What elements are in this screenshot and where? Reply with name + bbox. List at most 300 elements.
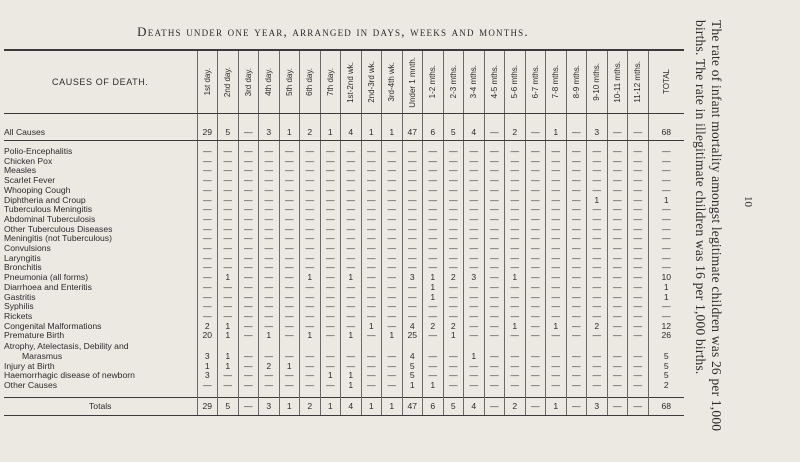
count-cell: —	[402, 176, 423, 186]
count-cell: —	[525, 312, 546, 322]
count-cell: —	[382, 215, 403, 225]
count-cell: —	[402, 205, 423, 215]
cause-label: Whooping Cough	[4, 185, 71, 195]
count-cell: —	[505, 283, 526, 293]
count-cell: —	[341, 205, 362, 215]
count-cell: —	[566, 225, 587, 235]
count-cell: —	[628, 125, 649, 141]
count-cell: —	[361, 362, 382, 372]
count-cell: —	[566, 147, 587, 157]
count-cell: —	[320, 147, 341, 157]
count-cell: 2	[443, 322, 464, 332]
count-cell: —	[484, 186, 505, 196]
count-cell: —	[484, 234, 505, 244]
count-cell: 1	[382, 125, 403, 141]
column-header-label: 1-2 mths.	[428, 65, 438, 99]
count-cell: —	[525, 176, 546, 186]
count-cell: —	[546, 283, 567, 293]
count-cell: —	[484, 166, 505, 176]
count-cell: —	[464, 157, 485, 167]
count-cell: 4	[464, 125, 485, 141]
column-header	[279, 50, 300, 114]
count-cell: —	[382, 234, 403, 244]
count-cell: —	[279, 244, 300, 254]
count-cell: 2	[259, 362, 280, 372]
column-header	[320, 50, 341, 114]
column-header-label: 3rd-4th wk.	[387, 62, 397, 102]
count-cell: 1	[320, 125, 341, 141]
count-cell: —	[300, 215, 321, 225]
count-cell: —	[361, 157, 382, 167]
column-header	[587, 50, 608, 114]
table-row	[4, 176, 684, 186]
count-cell: —	[197, 263, 218, 273]
table-row	[4, 244, 684, 254]
count-cell: —	[525, 283, 546, 293]
count-cell: —	[628, 302, 649, 312]
header-row	[4, 50, 684, 114]
count-cell: —	[197, 157, 218, 167]
count-cell: 25	[402, 331, 423, 341]
cause-label: Tuberculous Meningitis	[4, 205, 93, 215]
count-cell: —	[238, 312, 259, 322]
table-row	[4, 166, 684, 176]
column-header	[259, 50, 280, 114]
count-cell: 3	[259, 397, 280, 415]
count-cell: —	[382, 166, 403, 176]
count-cell: —	[300, 225, 321, 235]
count-cell: —	[361, 196, 382, 206]
count-cell: —	[361, 205, 382, 215]
count-cell: —	[382, 157, 403, 167]
count-cell	[402, 341, 423, 352]
count-cell: —	[443, 234, 464, 244]
count-cell: —	[484, 397, 505, 415]
count-cell: —	[341, 362, 362, 372]
count-cell: 1	[546, 125, 567, 141]
count-cell: —	[382, 147, 403, 157]
count-cell: —	[525, 166, 546, 176]
count-cell: —	[402, 215, 423, 225]
count-cell: —	[546, 362, 567, 372]
count-cell: —	[361, 215, 382, 225]
count-cell: —	[300, 312, 321, 322]
count-cell: —	[341, 225, 362, 235]
count-cell: —	[218, 312, 239, 322]
count-cell: —	[197, 176, 218, 186]
count-cell: —	[628, 397, 649, 415]
count-cell: —	[628, 322, 649, 332]
count-cell: —	[218, 157, 239, 167]
count-cell: —	[607, 293, 628, 303]
count-cell	[259, 341, 280, 352]
count-cell: —	[566, 371, 587, 381]
count-cell: —	[443, 293, 464, 303]
table-row	[4, 186, 684, 196]
table-row	[4, 341, 684, 352]
count-cell: —	[320, 352, 341, 362]
count-cell: —	[279, 157, 300, 167]
count-cell: —	[259, 215, 280, 225]
count-cell: 1	[546, 397, 567, 415]
count-cell: —	[279, 215, 300, 225]
table-row	[4, 312, 684, 322]
count-cell	[320, 341, 341, 352]
count-cell: —	[546, 293, 567, 303]
count-cell: —	[218, 166, 239, 176]
count-cell: —	[300, 157, 321, 167]
count-cell: —	[279, 254, 300, 264]
cause-label: Convulsions	[4, 244, 51, 254]
count-cell: —	[218, 234, 239, 244]
count-cell: —	[423, 371, 444, 381]
count-cell: —	[443, 205, 464, 215]
count-cell: —	[341, 263, 362, 273]
count-cell: —	[525, 352, 546, 362]
column-header	[361, 50, 382, 114]
count-cell: —	[279, 166, 300, 176]
count-cell: —	[197, 166, 218, 176]
column-header	[607, 50, 628, 114]
count-cell: —	[546, 263, 567, 273]
count-cell: —	[361, 302, 382, 312]
count-cell: —	[238, 352, 259, 362]
count-cell: —	[464, 254, 485, 264]
count-cell: —	[525, 157, 546, 167]
count-cell: —	[423, 312, 444, 322]
count-cell: —	[279, 225, 300, 235]
count-cell: —	[423, 244, 444, 254]
count-cell: —	[259, 205, 280, 215]
table-row	[4, 215, 684, 225]
count-cell: —	[525, 196, 546, 206]
count-cell: —	[382, 293, 403, 303]
count-cell: 1	[341, 381, 362, 391]
count-cell: —	[484, 302, 505, 312]
count-cell	[566, 114, 587, 126]
count-cell: —	[402, 263, 423, 273]
count-cell: —	[361, 166, 382, 176]
count-cell: 2	[587, 322, 608, 332]
count-cell: —	[587, 215, 608, 225]
count-cell: —	[464, 166, 485, 176]
count-cell: —	[197, 225, 218, 235]
count-cell: —	[484, 196, 505, 206]
count-cell: —	[382, 312, 403, 322]
count-cell: —	[382, 176, 403, 186]
cause-label: Premature Birth	[4, 331, 65, 341]
count-cell: —	[587, 331, 608, 341]
count-cell: —	[259, 312, 280, 322]
column-header-label: 5th day.	[284, 68, 294, 96]
count-cell: —	[341, 234, 362, 244]
count-cell: —	[505, 215, 526, 225]
count-cell: 1	[423, 293, 444, 303]
count-cell: —	[505, 302, 526, 312]
count-cell: —	[279, 371, 300, 381]
count-cell: —	[279, 147, 300, 157]
column-header-label: 9-10 mths.	[592, 63, 602, 101]
count-cell	[341, 114, 362, 126]
count-cell: —	[238, 196, 259, 206]
count-cell: —	[587, 293, 608, 303]
count-cell: —	[648, 225, 684, 235]
count-cell: —	[464, 196, 485, 206]
count-cell: —	[341, 322, 362, 332]
cause-label: Gastritis	[4, 292, 36, 302]
count-cell: —	[218, 186, 239, 196]
count-cell: —	[341, 283, 362, 293]
count-cell: —	[464, 263, 485, 273]
count-cell: —	[259, 147, 280, 157]
count-cell	[300, 114, 321, 126]
count-cell: 1	[197, 362, 218, 372]
count-cell: —	[341, 176, 362, 186]
column-header-label: 7th day.	[325, 68, 335, 96]
count-cell: —	[546, 381, 567, 391]
count-cell: —	[484, 371, 505, 381]
count-cell: —	[443, 263, 464, 273]
count-cell: —	[628, 186, 649, 196]
count-cell: —	[238, 234, 259, 244]
count-cell: —	[648, 234, 684, 244]
count-cell: —	[525, 293, 546, 303]
count-cell: —	[423, 196, 444, 206]
count-cell: —	[628, 263, 649, 273]
count-cell: —	[238, 397, 259, 415]
count-cell: 29	[197, 125, 218, 141]
count-cell	[300, 341, 321, 352]
count-cell: —	[607, 352, 628, 362]
count-cell: —	[259, 254, 280, 264]
count-cell: —	[361, 293, 382, 303]
count-cell: —	[525, 362, 546, 372]
count-cell: —	[607, 302, 628, 312]
count-cell: —	[607, 215, 628, 225]
count-cell: —	[361, 254, 382, 264]
count-cell: 68	[648, 125, 684, 141]
count-cell: —	[628, 371, 649, 381]
column-header	[238, 50, 259, 114]
count-cell: 5	[218, 397, 239, 415]
count-cell: —	[300, 283, 321, 293]
count-cell: —	[566, 234, 587, 244]
count-cell	[464, 341, 485, 352]
count-cell: —	[587, 205, 608, 215]
count-cell: —	[382, 254, 403, 264]
count-cell: —	[546, 352, 567, 362]
count-cell: 6	[423, 397, 444, 415]
count-cell: 3	[464, 273, 485, 283]
count-cell: 68	[648, 397, 684, 415]
count-cell: —	[525, 273, 546, 283]
count-cell: —	[361, 371, 382, 381]
count-cell: —	[341, 215, 362, 225]
count-cell: —	[218, 254, 239, 264]
count-cell: —	[566, 215, 587, 225]
count-cell: —	[300, 176, 321, 186]
count-cell: —	[587, 225, 608, 235]
count-cell: —	[546, 147, 567, 157]
count-cell: —	[341, 302, 362, 312]
count-cell: —	[402, 254, 423, 264]
table-row	[4, 157, 684, 167]
count-cell: —	[525, 215, 546, 225]
count-cell: 1	[382, 397, 403, 415]
count-cell: —	[648, 186, 684, 196]
count-cell: —	[443, 254, 464, 264]
count-cell: —	[238, 125, 259, 141]
count-cell	[628, 341, 649, 352]
count-cell: —	[566, 244, 587, 254]
count-cell: —	[197, 186, 218, 196]
count-cell: 1	[423, 283, 444, 293]
cause-label: Atrophy, Atelectasis, Debility and	[4, 341, 129, 352]
count-cell: 3	[587, 397, 608, 415]
count-cell: —	[300, 234, 321, 244]
count-cell: —	[484, 381, 505, 391]
count-cell: 1	[218, 273, 239, 283]
count-cell: 1	[402, 381, 423, 391]
table-row	[4, 283, 684, 293]
count-cell: —	[341, 147, 362, 157]
all-causes-row	[4, 125, 684, 141]
count-cell: —	[423, 302, 444, 312]
column-header-label: 8-9 mths.	[571, 65, 581, 99]
count-cell: —	[607, 273, 628, 283]
count-cell: —	[484, 254, 505, 264]
count-cell: —	[197, 234, 218, 244]
count-cell: 10	[648, 273, 684, 283]
count-cell: 5	[648, 371, 684, 381]
count-cell: —	[607, 225, 628, 235]
column-header-label: 11-12 mths.	[633, 61, 643, 103]
count-cell: —	[197, 205, 218, 215]
count-cell: —	[607, 254, 628, 264]
count-cell	[525, 114, 546, 126]
count-cell: —	[443, 176, 464, 186]
column-header	[218, 50, 239, 114]
count-cell	[648, 114, 684, 126]
count-cell: —	[443, 166, 464, 176]
count-cell: 3	[402, 273, 423, 283]
count-cell	[546, 114, 567, 126]
count-cell: —	[484, 322, 505, 332]
count-cell: —	[279, 263, 300, 273]
count-cell: —	[443, 196, 464, 206]
count-cell: —	[341, 254, 362, 264]
column-header-label: 3rd day.	[243, 67, 253, 97]
count-cell: —	[218, 283, 239, 293]
count-cell: 1	[300, 273, 321, 283]
count-cell: —	[505, 147, 526, 157]
count-cell: —	[587, 166, 608, 176]
count-cell: 2	[300, 397, 321, 415]
column-header-label: 7-8 mths.	[551, 65, 561, 99]
count-cell: —	[484, 331, 505, 341]
count-cell: —	[402, 244, 423, 254]
cause-label: Other Tuberculous Diseases	[4, 224, 113, 234]
deaths-table	[4, 49, 684, 416]
count-cell: —	[484, 283, 505, 293]
count-cell: —	[341, 293, 362, 303]
count-cell: —	[300, 147, 321, 157]
count-cell: —	[484, 176, 505, 186]
count-cell: —	[525, 397, 546, 415]
count-cell: —	[484, 215, 505, 225]
count-cell: —	[300, 371, 321, 381]
count-cell: 1	[279, 125, 300, 141]
count-cell: —	[566, 157, 587, 167]
count-cell: 3	[587, 125, 608, 141]
count-cell: —	[607, 331, 628, 341]
count-cell: —	[197, 254, 218, 264]
cause-label: Injury at Birth	[4, 361, 55, 371]
count-cell: —	[464, 186, 485, 196]
count-cell	[464, 114, 485, 126]
count-cell: 1	[505, 273, 526, 283]
count-cell: —	[402, 225, 423, 235]
cause-label: Measles	[4, 166, 36, 176]
count-cell: —	[300, 186, 321, 196]
count-cell: —	[300, 166, 321, 176]
column-header	[423, 50, 444, 114]
count-cell: —	[238, 322, 259, 332]
count-cell: —	[566, 397, 587, 415]
count-cell: —	[607, 186, 628, 196]
count-cell: —	[546, 215, 567, 225]
count-cell: —	[505, 234, 526, 244]
count-cell: 4	[341, 397, 362, 415]
count-cell: —	[382, 371, 403, 381]
count-cell: —	[279, 312, 300, 322]
count-cell: 1	[648, 293, 684, 303]
count-cell: —	[566, 302, 587, 312]
count-cell: —	[361, 225, 382, 235]
count-cell: —	[197, 283, 218, 293]
count-cell: 2	[443, 273, 464, 283]
count-cell: 6	[423, 125, 444, 141]
count-cell: —	[505, 362, 526, 372]
count-cell: —	[566, 352, 587, 362]
count-cell: —	[607, 263, 628, 273]
column-header-label: 6th day.	[305, 68, 315, 96]
count-cell: —	[566, 176, 587, 186]
count-cell: —	[587, 362, 608, 372]
count-cell: —	[607, 234, 628, 244]
count-cell: 2	[300, 125, 321, 141]
count-cell: —	[566, 196, 587, 206]
count-cell: —	[484, 205, 505, 215]
count-cell: —	[443, 312, 464, 322]
column-header-label: 4th day.	[264, 68, 274, 96]
count-cell: —	[361, 263, 382, 273]
count-cell: —	[361, 147, 382, 157]
count-cell	[423, 341, 444, 352]
count-cell: —	[648, 302, 684, 312]
count-cell: 1	[218, 362, 239, 372]
infant-mortality-note: The rate of infant mortality amongst legitimate children was 26 per 1,000 births. The rate in illegitimate children was 16 per 1,000 births.	[693, 20, 724, 432]
count-cell: —	[382, 362, 403, 372]
count-cell: —	[566, 283, 587, 293]
count-cell: —	[464, 205, 485, 215]
count-cell: —	[464, 322, 485, 332]
page-title: Deaths under one year, arranged in days, weeks and months.	[137, 24, 529, 39]
count-cell: —	[607, 322, 628, 332]
table-row	[4, 331, 684, 341]
count-cell: —	[484, 312, 505, 322]
column-header	[300, 50, 321, 114]
